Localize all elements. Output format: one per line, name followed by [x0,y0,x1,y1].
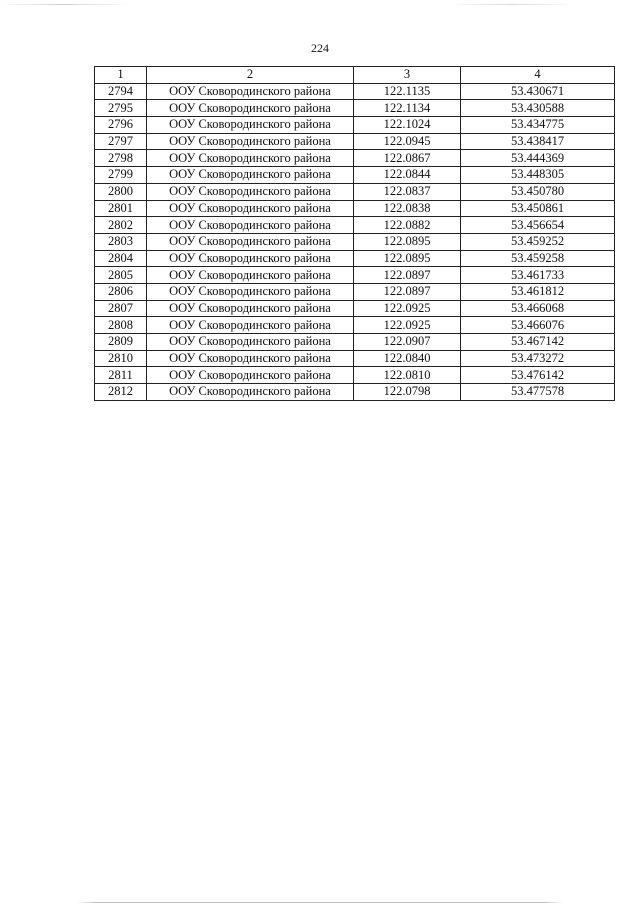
cell-longitude: 122.0925 [354,317,461,334]
cell-latitude: 53.459258 [461,250,615,267]
column-header-4: 4 [461,67,615,84]
cell-longitude: 122.0895 [354,250,461,267]
table-body [95,83,615,400]
cell-number: 2812 [95,384,147,401]
column-header-1: 1 [95,67,147,84]
table-row [95,250,615,267]
cell-longitude: 122.0867 [354,150,461,167]
cell-longitude: 122.0838 [354,200,461,217]
cell-number: 2809 [95,334,147,351]
cell-organization: ООУ Сковородинского района [147,283,354,300]
cell-organization: ООУ Сковородинского района [147,183,354,200]
cell-latitude: 53.430588 [461,100,615,117]
cell-number: 2802 [95,217,147,234]
cell-organization: ООУ Сковородинского района [147,384,354,401]
table-row [95,150,615,167]
cell-number: 2796 [95,117,147,134]
cell-number: 2795 [95,100,147,117]
cell-longitude: 122.0897 [354,283,461,300]
table-row [95,217,615,234]
cell-latitude: 53.476142 [461,367,615,384]
table-row [95,283,615,300]
cell-latitude: 53.466076 [461,317,615,334]
cell-latitude: 53.459252 [461,233,615,250]
table-row [95,367,615,384]
cell-latitude: 53.438417 [461,133,615,150]
cell-longitude: 122.1135 [354,83,461,100]
cell-latitude: 53.430671 [461,83,615,100]
cell-latitude: 53.473272 [461,350,615,367]
table-row [95,317,615,334]
cell-longitude: 122.0837 [354,183,461,200]
cell-number: 2798 [95,150,147,167]
table-row [95,350,615,367]
table-row [95,183,615,200]
table-row [95,133,615,150]
cell-number: 2808 [95,317,147,334]
cell-organization: ООУ Сковородинского района [147,117,354,134]
cell-number: 2800 [95,183,147,200]
cell-number: 2799 [95,167,147,184]
table-row [95,334,615,351]
cell-longitude: 122.0810 [354,367,461,384]
cell-latitude: 53.456654 [461,217,615,234]
cell-latitude: 53.450861 [461,200,615,217]
table-row [95,300,615,317]
table-row [95,83,615,100]
coordinates-table [94,66,615,401]
scan-edge-bottom [0,902,640,903]
cell-longitude: 122.0882 [354,217,461,234]
cell-longitude: 122.0895 [354,233,461,250]
table-row [95,267,615,284]
cell-number: 2805 [95,267,147,284]
cell-longitude: 122.0897 [354,267,461,284]
cell-number: 2797 [95,133,147,150]
cell-longitude: 122.0844 [354,167,461,184]
scan-edge-top [0,4,640,5]
cell-longitude: 122.0840 [354,350,461,367]
cell-longitude: 122.0907 [354,334,461,351]
cell-number: 2810 [95,350,147,367]
cell-number: 2794 [95,83,147,100]
table-row [95,200,615,217]
cell-latitude: 53.434775 [461,117,615,134]
cell-organization: ООУ Сковородинского района [147,367,354,384]
cell-organization: ООУ Сковородинского района [147,233,354,250]
cell-organization: ООУ Сковородинского района [147,300,354,317]
cell-number: 2803 [95,233,147,250]
cell-latitude: 53.461733 [461,267,615,284]
cell-latitude: 53.466068 [461,300,615,317]
cell-number: 2811 [95,367,147,384]
cell-longitude: 122.1024 [354,117,461,134]
cell-latitude: 53.444369 [461,150,615,167]
cell-organization: ООУ Сковородинского района [147,200,354,217]
cell-organization: ООУ Сковородинского района [147,217,354,234]
cell-latitude: 53.477578 [461,384,615,401]
cell-longitude: 122.0798 [354,384,461,401]
cell-latitude: 53.448305 [461,167,615,184]
table-row [95,100,615,117]
column-header-3: 3 [354,67,461,84]
cell-latitude: 53.450780 [461,183,615,200]
cell-number: 2806 [95,283,147,300]
cell-organization: ООУ Сковородинского района [147,250,354,267]
cell-longitude: 122.1134 [354,100,461,117]
cell-organization: ООУ Сковородинского района [147,167,354,184]
page-number: 224 [311,41,329,55]
table-row [95,233,615,250]
column-header-2: 2 [147,67,354,84]
table-row [95,384,615,401]
table-row [95,117,615,134]
cell-latitude: 53.461812 [461,283,615,300]
cell-organization: ООУ Сковородинского района [147,317,354,334]
cell-organization: ООУ Сковородинского района [147,133,354,150]
table-header-row [95,67,615,84]
cell-longitude: 122.0945 [354,133,461,150]
cell-organization: ООУ Сковородинского района [147,83,354,100]
cell-longitude: 122.0925 [354,300,461,317]
cell-number: 2804 [95,250,147,267]
cell-organization: ООУ Сковородинского района [147,350,354,367]
cell-number: 2801 [95,200,147,217]
table-row [95,167,615,184]
cell-organization: ООУ Сковородинского района [147,334,354,351]
cell-latitude: 53.467142 [461,334,615,351]
cell-organization: ООУ Сковородинского района [147,100,354,117]
cell-number: 2807 [95,300,147,317]
cell-organization: ООУ Сковородинского района [147,150,354,167]
cell-organization: ООУ Сковородинского района [147,267,354,284]
